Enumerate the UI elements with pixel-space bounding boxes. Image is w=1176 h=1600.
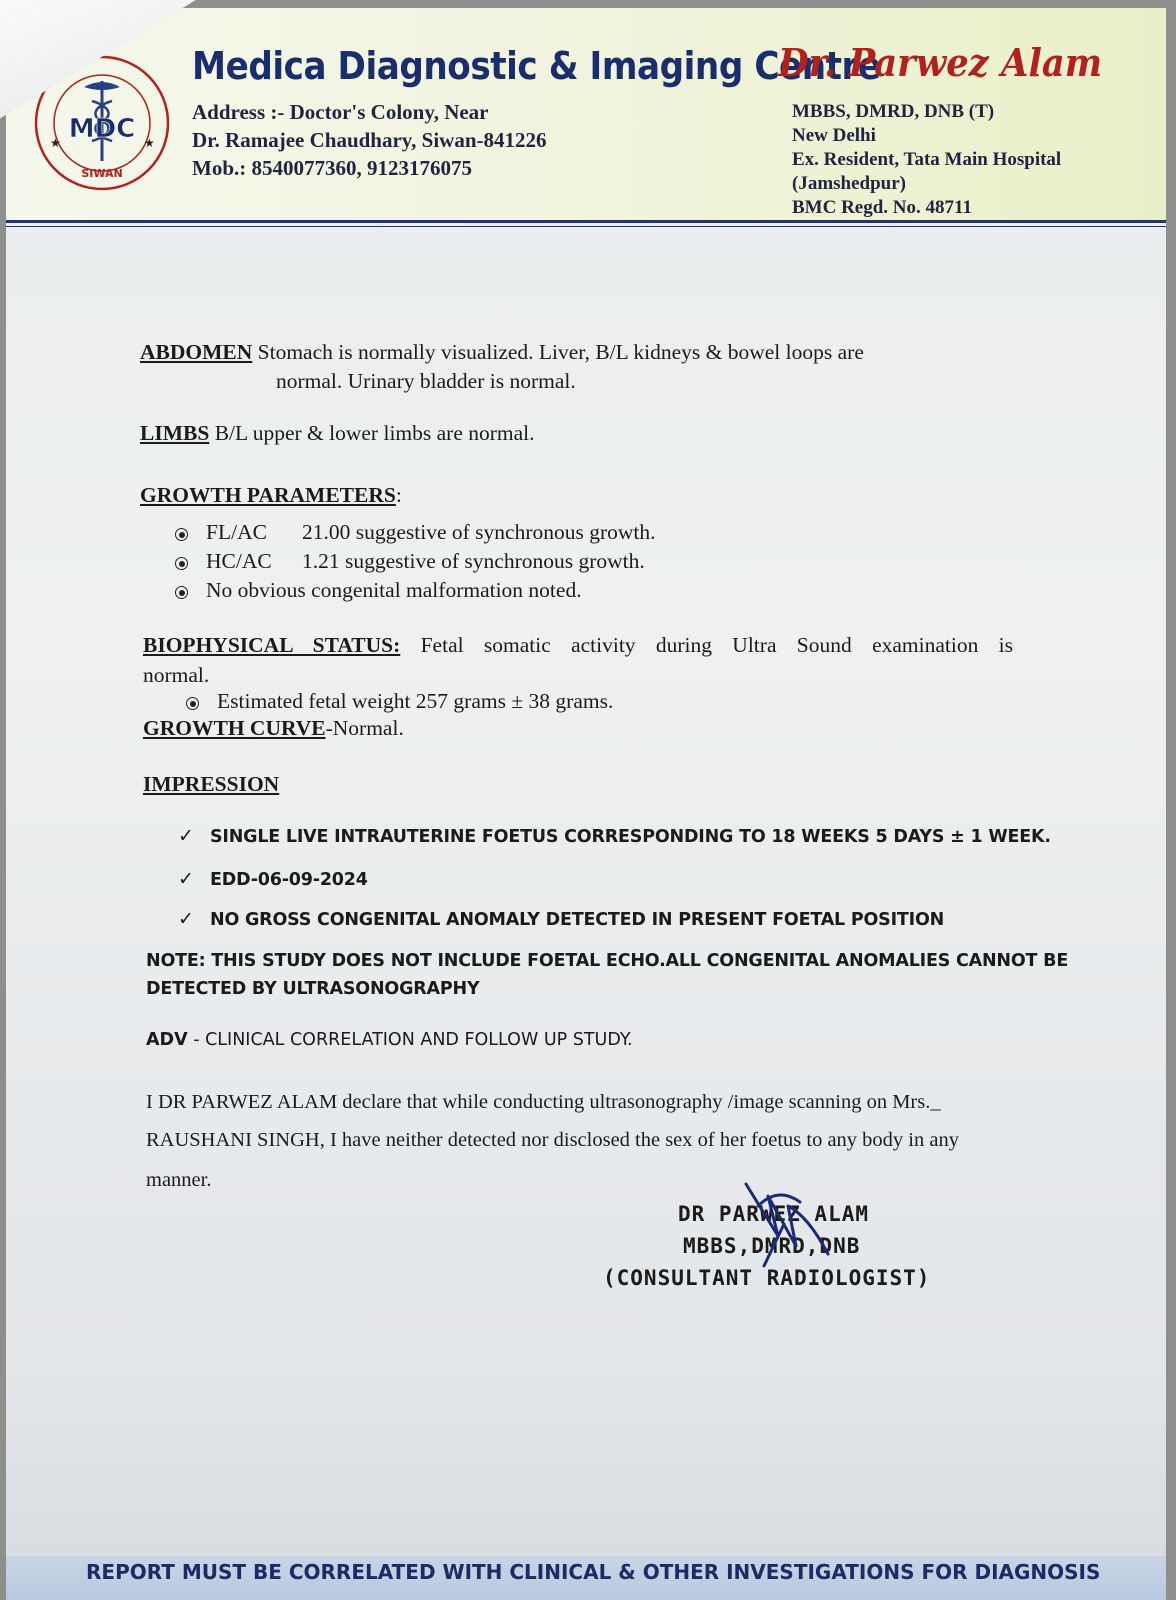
impression-item: EDD-06-09-2024 xyxy=(210,870,368,890)
growth-curve-text: -Normal. xyxy=(325,716,404,740)
logo-star-left: ★ xyxy=(50,136,61,150)
report-sheet xyxy=(6,8,1166,1600)
doctor-qual-line: MBBS, DMRD, DNB (T) xyxy=(792,101,995,122)
header-divider xyxy=(6,220,1166,223)
address-line-1: Address :- Doctor's Colony, Near xyxy=(192,100,489,124)
growth-curve xyxy=(143,716,404,741)
limbs-text: B/L upper & lower limbs are normal. xyxy=(214,421,535,445)
growth-curve-label: GROWTH CURVE xyxy=(143,716,326,740)
adv-text: - CLINICAL CORRELATION AND FOLLOW UP STUDY. xyxy=(187,1030,633,1050)
logo-star-right: ★ xyxy=(144,136,155,150)
handwritten-signature xyxy=(738,1176,848,1276)
abdomen-text-2: normal. Urinary bladder is normal. xyxy=(276,369,576,393)
hospital-name: Medica Diagnostic & Imaging Centre xyxy=(192,44,881,88)
biophysical-text-2: normal. xyxy=(143,663,210,687)
biophysical-text: Fetal somatic activity during Ultra Sound examination is xyxy=(420,633,1013,657)
growth-value: 21.00 suggestive of synchronous growth. xyxy=(302,520,656,544)
growth-label: GROWTH PARAMETERS xyxy=(140,483,396,507)
note-line-1: NOTE: THIS STUDY DOES NOT INCLUDE FOETAL ECHO.ALL CONGENITAL ANOMALIES CANNOT BE xyxy=(146,951,1069,971)
impression-item: SINGLE LIVE INTRAUTERINE FOETUS CORRESPONDING TO 18 WEEKS 5 DAYS ± 1 WEEK. xyxy=(210,827,1051,847)
list-item xyxy=(206,520,656,545)
growth-key: FL/AC xyxy=(206,520,267,544)
declaration-line-2: RAUSHANI SINGH, I have neither detected nor disclosed the sex of her foetus to any body in any xyxy=(146,1129,959,1151)
check-icon: ✓ xyxy=(178,825,194,847)
signatory-title: (CONSULTANT RADIOLOGIST) xyxy=(603,1266,931,1290)
doctor-qual-line: (Jamshedpur) xyxy=(792,173,907,194)
bullet-icon xyxy=(175,528,188,541)
bullet-icon xyxy=(175,557,188,570)
growth-colon: : xyxy=(395,483,402,507)
doctor-qual-line: Ex. Resident, Tata Main Hospital xyxy=(792,149,1062,170)
adv-label: ADV xyxy=(146,1030,188,1050)
impression-heading: IMPRESSION xyxy=(143,772,280,796)
doctor-qual-line: New Delhi xyxy=(792,125,876,146)
biophysical-label: BIOPHYSICAL STATUS: xyxy=(143,633,401,657)
signatory-quals: MBBS,DMRD,DNB xyxy=(683,1234,861,1258)
fetal-weight: Estimated fetal weight 257 grams ± 38 grams. xyxy=(217,689,614,713)
logo-text: MDC xyxy=(68,114,136,144)
footer-disclaimer: REPORT MUST BE CORRELATED WITH CLINICAL & OTHER INVESTIGATIONS FOR DIAGNOSIS xyxy=(86,1560,1101,1584)
abdomen-section xyxy=(140,340,864,365)
hospital-address xyxy=(192,98,547,182)
list-item xyxy=(206,549,645,574)
biophysical-section xyxy=(143,633,1013,658)
doctor-qualifications xyxy=(792,100,1061,220)
address-line-2: Dr. Ramajee Chaudhary, Siwan-841226 xyxy=(192,128,547,152)
growth-key: HC/AC xyxy=(206,549,272,573)
limbs-section xyxy=(140,421,535,446)
abdomen-label: ABDOMEN xyxy=(140,340,253,364)
growth-heading xyxy=(140,483,402,508)
bullet-icon xyxy=(175,586,188,599)
advice xyxy=(146,1030,633,1050)
growth-value: 1.21 suggestive of synchronous growth. xyxy=(302,549,645,573)
declaration-line-1: I DR PARWEZ ALAM declare that while conducting ultrasonography /image scanning on Mrs._ xyxy=(146,1091,941,1113)
abdomen-text: Stomach is normally visualized. Liver, B/L kidneys & bowel loops are xyxy=(257,340,864,364)
limbs-label: LIMBS xyxy=(140,421,210,445)
check-icon: ✓ xyxy=(178,868,194,890)
declaration-line-3: manner. xyxy=(146,1169,212,1191)
signatory-name: DR PARWEZ ALAM xyxy=(678,1202,870,1226)
mobile-numbers: Mob.: 8540077360, 9123176075 xyxy=(192,156,472,180)
logo-ring-bottom: SIWAN xyxy=(81,167,123,180)
doctor-qual-line: BMC Regd. No. 48711 xyxy=(792,197,972,218)
header-divider-thin xyxy=(6,226,1166,227)
list-item: No obvious congenital malformation noted. xyxy=(206,578,582,602)
impression-item: NO GROSS CONGENITAL ANOMALY DETECTED IN PRESENT FOETAL POSITION xyxy=(210,910,945,930)
check-icon: ✓ xyxy=(178,908,194,930)
note-line-2: DETECTED BY ULTRASONOGRAPHY xyxy=(146,979,480,999)
bullet-icon xyxy=(186,697,199,710)
doctor-name: Dr. Parwez Alam xyxy=(778,40,1103,85)
